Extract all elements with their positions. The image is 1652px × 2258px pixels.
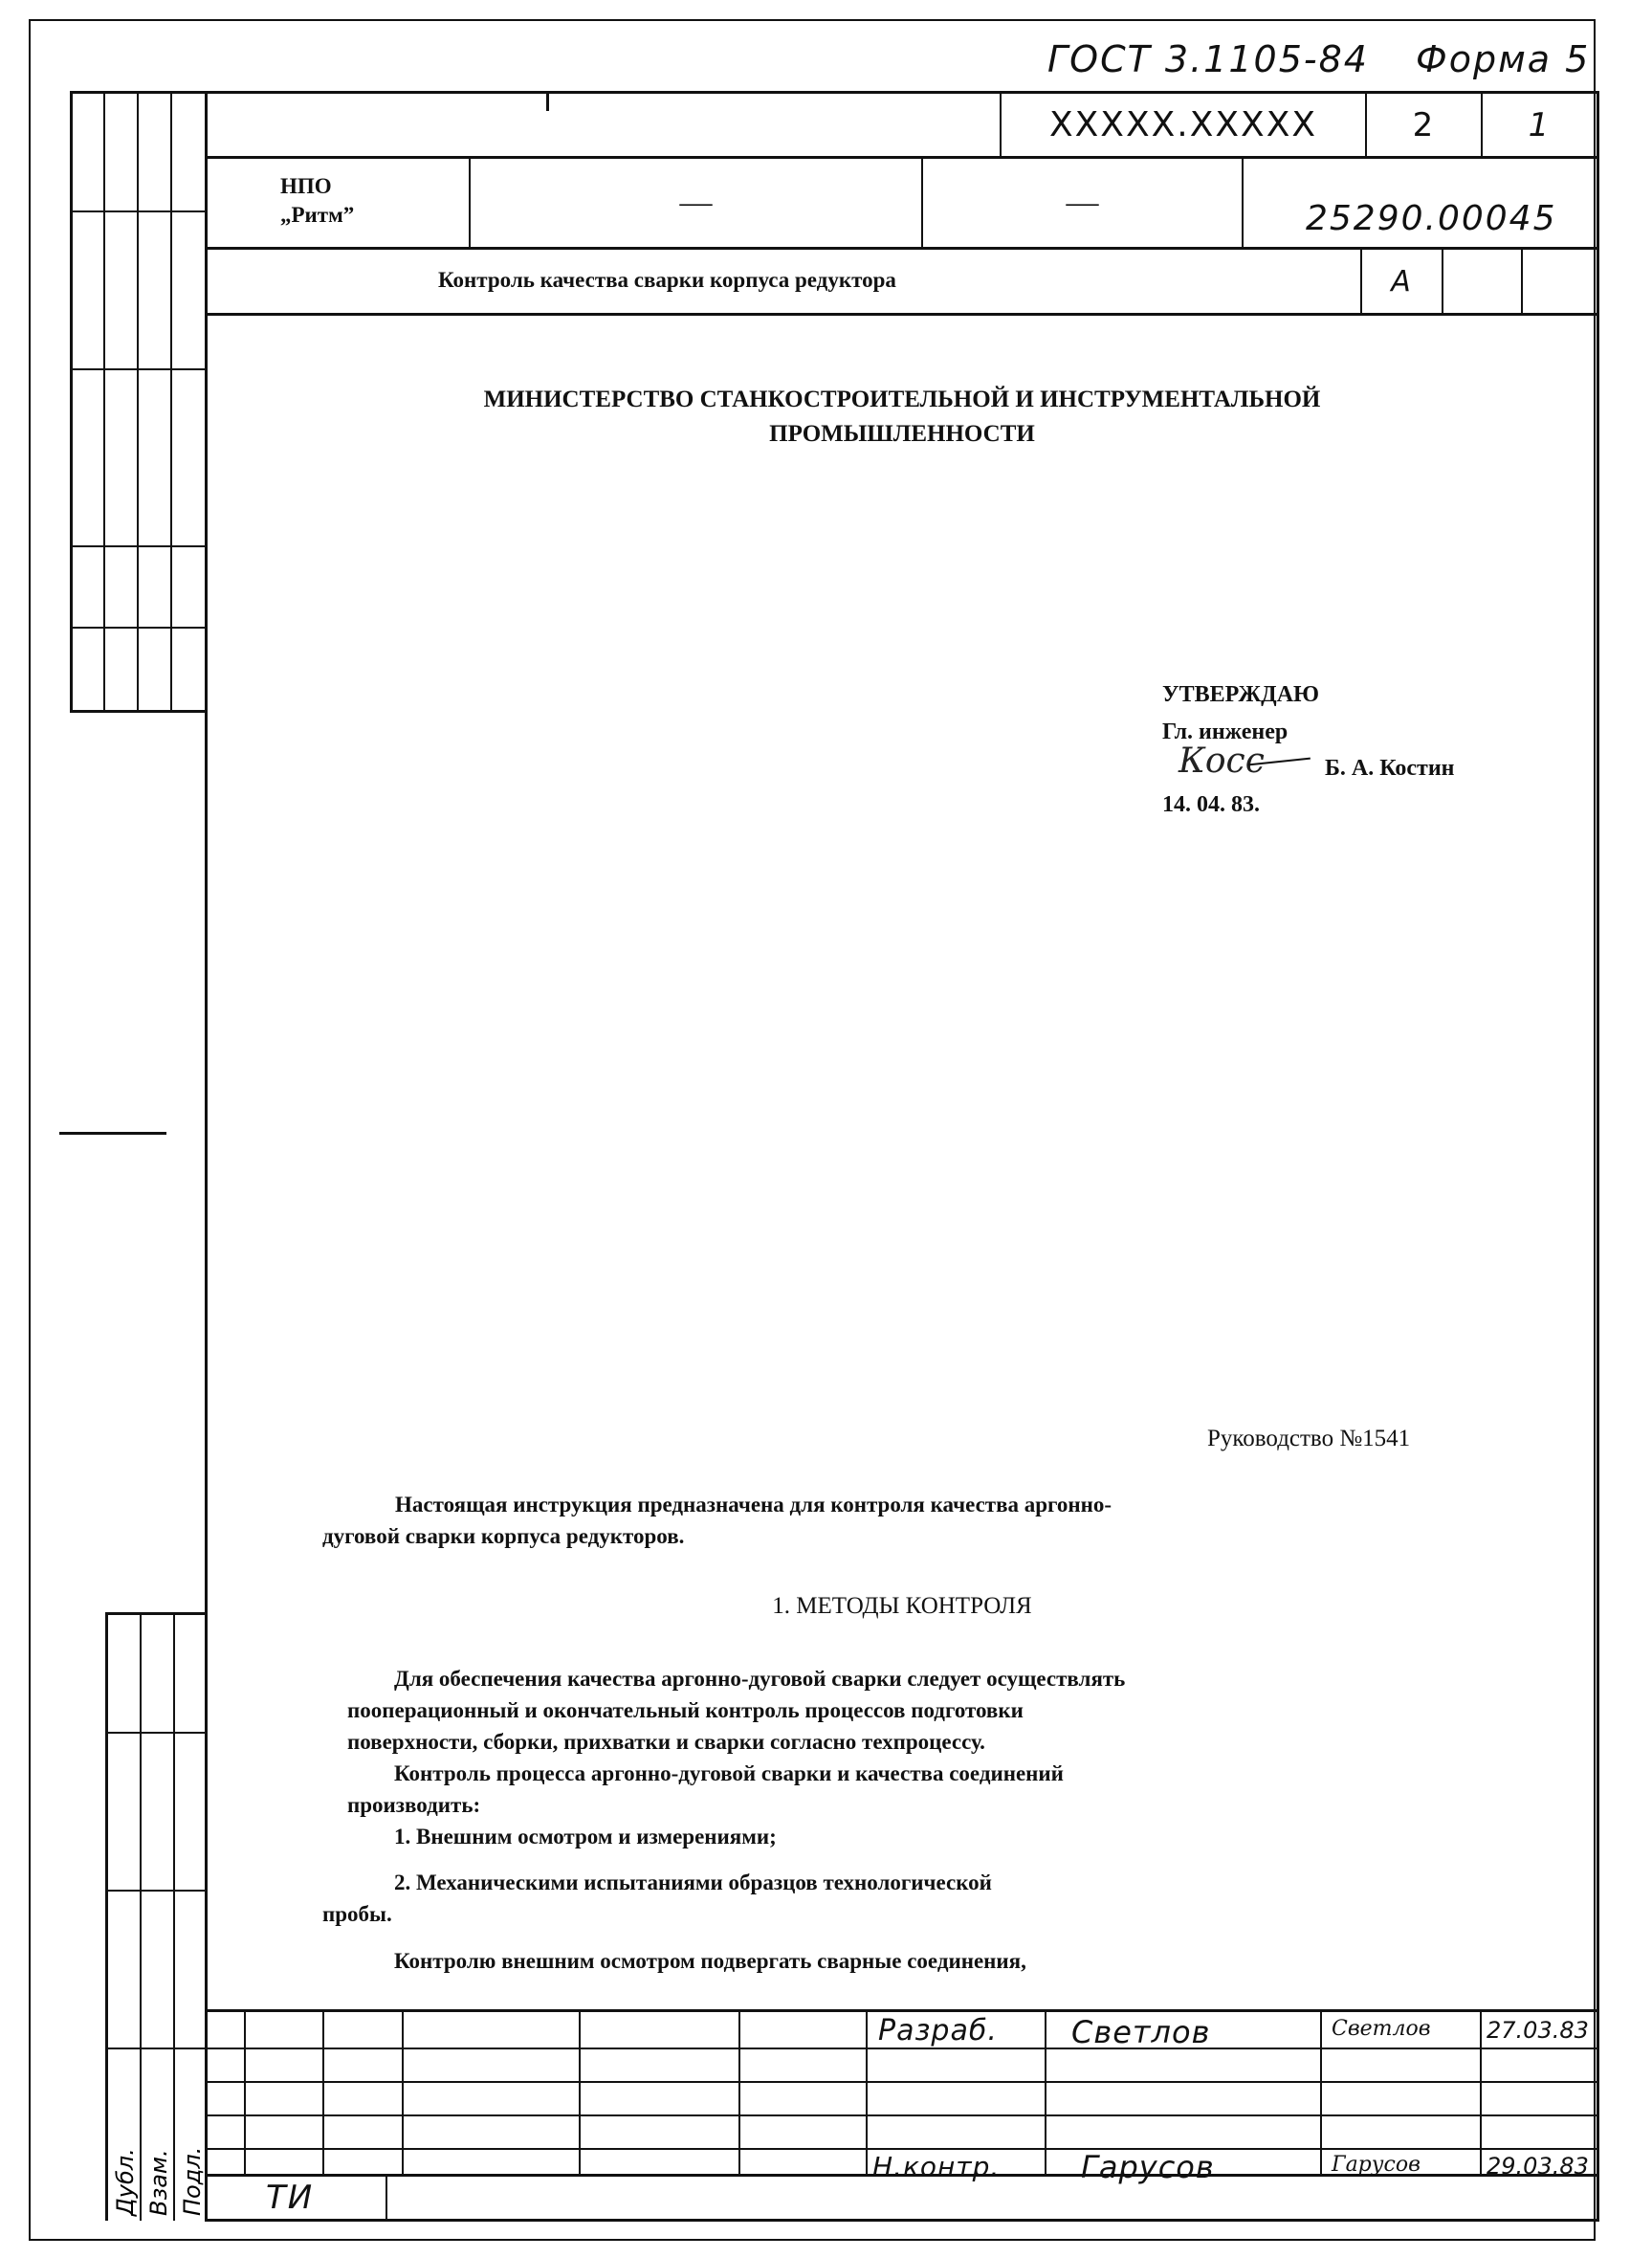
approval-date: 14. 04. 83. (1162, 792, 1260, 817)
role-developer: Разраб. (878, 2014, 998, 2048)
developer-signature: Светлов (1332, 2017, 1431, 2041)
approval-position: Гл. инженер (1162, 719, 1289, 744)
sheet-number: 1 (1528, 105, 1552, 144)
role-norm-control: Н.контр. (872, 2151, 1001, 2182)
norm-control-signature: Гарусов (1332, 2153, 1421, 2177)
document-type: ТИ (266, 2179, 315, 2217)
sheets-total: 2 (1412, 105, 1436, 144)
ministry-line2: ПРОМЫШЛЕННОСТИ (769, 421, 1035, 447)
page-border-bottom (29, 2239, 1596, 2241)
side-label-podl: Подл. (179, 2146, 206, 2216)
ministry-heading (206, 383, 1598, 452)
section-heading: 1. МЕТОДЫ КОНТРОЛЯ (772, 1593, 1032, 1619)
p3-line1: Контролю внешним осмотром подвергать сварные соединения, (394, 1949, 1026, 1973)
developer-date: 27.03.83 (1487, 2017, 1589, 2044)
norm-control-date: 29.03.83 (1487, 2153, 1589, 2180)
page-border-left (29, 19, 31, 2241)
org-line2: „Ритм” (280, 203, 355, 227)
field-dash-2: — (1066, 185, 1099, 220)
ministry-line1: МИНИСТЕРСТВО СТАНКОСТРОИТЕЛЬНОЙ И ИНСТРУМЕНТАЛЬНОЙ (483, 387, 1321, 412)
approval-label: УТВЕРЖДАЮ (1162, 682, 1320, 707)
p1-line2: пооперационный и окончательный контроль процессов подготовки (347, 1698, 1024, 1722)
p1-line1: Для обеспечения качества аргонно-дуговой сварки следует осуществлять (394, 1667, 1126, 1691)
org-line1: НПО (280, 174, 332, 198)
list-item-2-line2: пробы. (322, 1902, 392, 1926)
margin-side-labels (105, 2048, 208, 2220)
letter: А (1391, 264, 1413, 299)
p1-line3: поверхности, сборки, прихватки и сварки согласно техпроцессу. (347, 1730, 985, 1754)
page-border-top (29, 19, 1596, 21)
form-number: Форма 5 (1416, 38, 1591, 80)
document-title: Контроль качества сварки корпуса редуктора (438, 268, 896, 292)
side-label-vzam: Взам. (145, 2149, 172, 2216)
approval-signature: Косс (1178, 742, 1265, 781)
developer-name: Светлов (1071, 2014, 1211, 2050)
organization (280, 172, 354, 230)
norm-control-name: Гарусов (1081, 2149, 1215, 2185)
p2-line2: производить: (347, 1793, 481, 1817)
designation: 25290.00045 (1306, 199, 1557, 238)
fold-mark (59, 1132, 166, 1135)
doc-code: XXXXX.XXXXX (1048, 105, 1318, 144)
list-item-1: 1. Внешним осмотром и измерениями; (394, 1825, 777, 1848)
gost-standard: ГОСТ 3.1105-84 (1047, 38, 1369, 80)
frame-bottom (205, 2219, 1599, 2222)
list-item-2-line1: 2. Механическими испытаниями образцов технологической (394, 1871, 992, 1894)
page-border-right (1594, 19, 1596, 2241)
intro-line2: дуговой сварки корпуса редукторов. (322, 1524, 685, 1548)
intro-line1: Настоящая инструкция предназначена для контроля качества аргонно- (395, 1493, 1112, 1516)
field-dash-1: — (679, 185, 713, 220)
side-label-dubl: Дубл. (112, 2148, 139, 2216)
approval-name: Б. А. Костин (1325, 756, 1455, 781)
p2-line1: Контроль процесса аргонно-дуговой сварки и качества соединений (394, 1761, 1064, 1785)
guide-number: Руководство №1541 (1207, 1426, 1411, 1451)
